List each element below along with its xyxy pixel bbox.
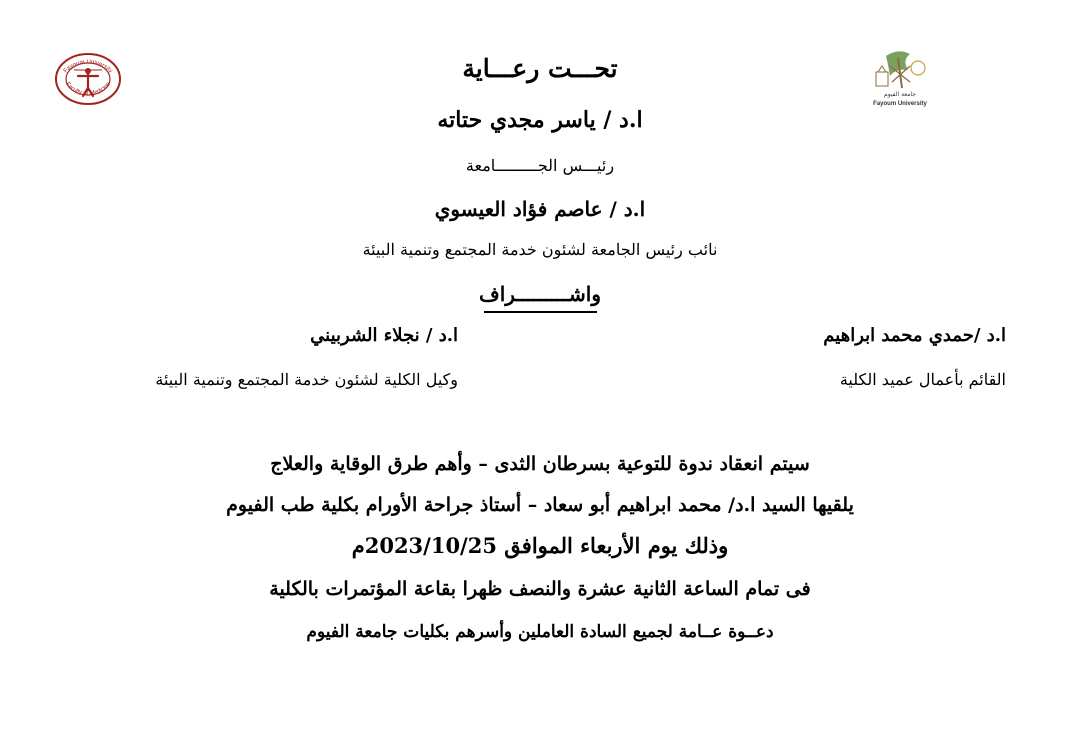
- supervision-underline: [484, 311, 597, 313]
- event-speaker: يلقيها السيد ا.د/ محمد ابراهيم أبو سعاد – أستاذ جراحة الأورام بكلية طب الفيوم: [226, 494, 854, 516]
- page-title: تحـــت رعـــاية: [462, 54, 618, 83]
- president-name: ا.د / ياسر مجدي حتاته: [437, 107, 643, 133]
- supervision-heading: واشـــــــــراف: [478, 282, 602, 306]
- vice-president-name: ا.د / عاصم فؤاد العيسوي: [434, 197, 646, 221]
- vice-president-role: نائب رئيس الجامعة لشئون خدمة المجتمع وتنمية البيئة: [362, 240, 718, 259]
- event-date: وذلك يوم الأربعاء الموافق 2023/10/25م: [351, 533, 729, 558]
- event-time: فى تمام الساعة الثانية عشرة والنصف ظهرا بقاعة المؤتمرات بالكلية: [269, 578, 811, 600]
- logo-arabic-text: جامعة الفيوم: [884, 91, 916, 98]
- logo-english-text: Fayoum University: [873, 101, 927, 107]
- dean-role: القائم بأعمال عميد الكلية: [839, 370, 1006, 389]
- vice-dean-role: وكيل الكلية لشئون خدمة المجتمع وتنمية البيئة: [155, 370, 458, 389]
- seal-bottom-text: Faculty of Medicine: [64, 81, 112, 97]
- seal-top-text: Fayoum University: [62, 59, 114, 75]
- vice-dean-name: ا.د / نجلاء الشربيني: [310, 325, 458, 346]
- president-role: رئيـــس الجـــــــــامعة: [465, 156, 615, 175]
- event-invitation: دعــوة عــامة لجميع السادة العاملين وأسرهم بكليات جامعة الفيوم: [306, 622, 774, 642]
- event-topic: سيتم انعقاد ندوة للتوعية بسرطان الثدى – وأهم طرق الوقاية والعلاج: [270, 453, 810, 475]
- dean-name: ا.د /حمدي محمد ابراهيم: [823, 325, 1006, 346]
